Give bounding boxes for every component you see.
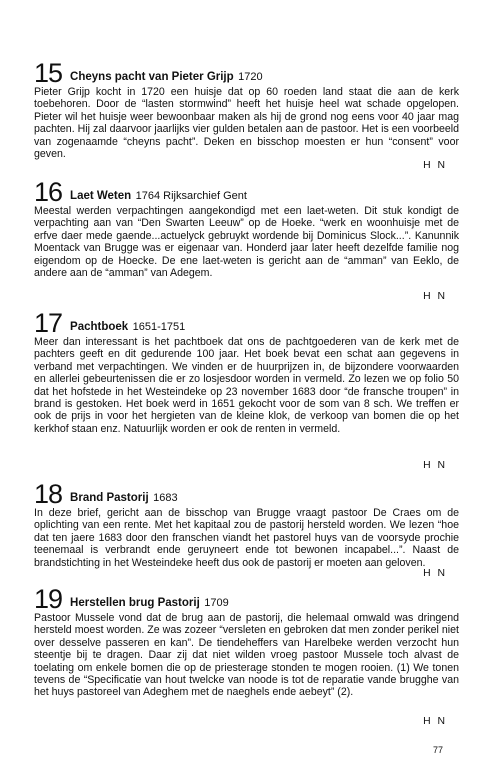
page-number: 77 (433, 745, 444, 755)
entry-17-heading (34, 308, 459, 338)
entry-19-title: Herstellen brug Pastorij (70, 597, 200, 609)
entry-17-author: H N (423, 460, 447, 471)
entry-17-text: Meer dan interessant is het pachtboek dat ons de pachtgoederen van de kerk met de pachters geeft en dit gedurende 100 jaar. Het boek bevat een schat aan gegevens in verband met verpachtingen. We vinden er de huurprijzen in, de bijzondere voorwaarden en allerlei gebeurtenissen die er zo losjesdoor worden in vermeld. Zo lezen we op folio 50 dat het hofstede in het Westeindeke op 23 november 1683 door “de fransche troupen” in brand is gestoken. Het boek werd in 1651 gekocht voor de som van 8 sch. We treffen er ook de prijs in voor het hergieten van de kleine klok, de verkoop van bomen die op het kerkhof staan enz. Natuurlijk worden er ook de renten in vermeld. (34, 336, 459, 435)
entry-18-text: In deze brief, gericht aan de bisschop van Brugge vraagt pastoor De Craes om de oplichting van een rente. Met het kapitaal zou de pastorij hersteld worden. We lezen “hoe dat ten jaere 1683 door den franschen viandt het pastorel huys van de voorsyde prochie teenemaal is verbrandt ende geruyneert ende tot bewonen incapabel...”. Naast de brandstichting in het Westeindeke heeft dus ook de pastorij er moeten aan geloven. (34, 507, 459, 569)
entry-16-heading (34, 177, 459, 207)
entry-15-title: Cheyns pacht van Pieter Grijp (70, 71, 234, 83)
entry-19-heading (34, 584, 459, 614)
entry-16-text: Meestal werden verpachtingen aangekondigd met een laet-weten. Dit stuk kondigt de verpachting aan van “Den Swarten Leeuw” op de Hoeke. “werk en woonhuisje met de erfve daer mede gaende...actuelyck gebruykt wordende bij Dominicus Slock...”. Kanunnik Moentack van Brugge was er eigenaar van. Honderd jaar later heeft dezelfde familie nog eigendom op de Hoecke. De ene laet-weten is gericht aan de “amman” van Eeklo, de andere aan de “amman” van Adegem. (34, 205, 459, 280)
entry-15-heading (34, 58, 459, 88)
entry-19-text: Pastoor Mussele vond dat de brug aan de pastorij, die helemaal omwald was dringend hersteld moest worden. Ze was zozeer “versleten en gebroken dat men zonder perikel niet over desselve passeren en kan”. De tiendeheffers van Harelbeke werden verzocht hun steentje bij te dragen. Daar zij dat niet wilden vroeg pastoor Mussele toch alvast de toelating om enkele bomen die op de priesterage stonden te mogen rooien. (1) We tonen tevens de “Specificatie van hout twelcke van noode is tot de reparatie vande brugghe van het huys pastoreel van Adeghem met de naeghels ende aebeyt” (2). (34, 612, 459, 699)
entry-19 (34, 584, 459, 727)
entry-18-number: 18 (34, 479, 63, 509)
entry-17-number: 17 (34, 308, 63, 338)
entry-18-meta: 1683 (153, 492, 178, 504)
entry-16-title: Laet Weten (70, 190, 132, 202)
entry-17 (34, 308, 459, 471)
entry-18-title: Brand Pastorij (70, 492, 149, 504)
entry-16-number: 16 (34, 177, 63, 207)
entry-17-title: Pachtboek (70, 321, 129, 333)
entry-15-number: 15 (34, 58, 63, 88)
entry-19-number: 19 (34, 584, 63, 614)
entry-16-author: H N (423, 291, 447, 302)
entry-17-meta: 1651-1751 (132, 321, 186, 333)
entry-15-meta: 1720 (238, 71, 263, 83)
entry-15-text: Pieter Grijp kocht in 1720 een huisje dat op 60 roeden land staat die aan de kerk toebehoren. Door de “lasten stormwind” heeft het huisje heel wat schade opgelopen. Pieter wil het huisje weer bewoonbaar maken als hij de grond nog eens voor 40 jaar mag pachten. Hij zal daarvoor jaarlijks vier gulden betalen aan de pastoor. Het is een voorbeeld van zogenaamde “cheyns pacht”. Deken en bisschop moesten er hun “consent” voor geven. (34, 86, 459, 161)
entry-18 (34, 479, 459, 579)
entry-16 (34, 177, 459, 302)
entry-19-author: H N (423, 716, 447, 727)
entry-18-heading (34, 479, 459, 509)
entry-18-author: H N (423, 568, 447, 579)
entry-15-author: H N (423, 160, 447, 171)
entry-19-meta: 1709 (204, 597, 229, 609)
entry-16-meta: 1764 Rijksarchief Gent (135, 190, 247, 202)
entry-15 (34, 58, 459, 171)
